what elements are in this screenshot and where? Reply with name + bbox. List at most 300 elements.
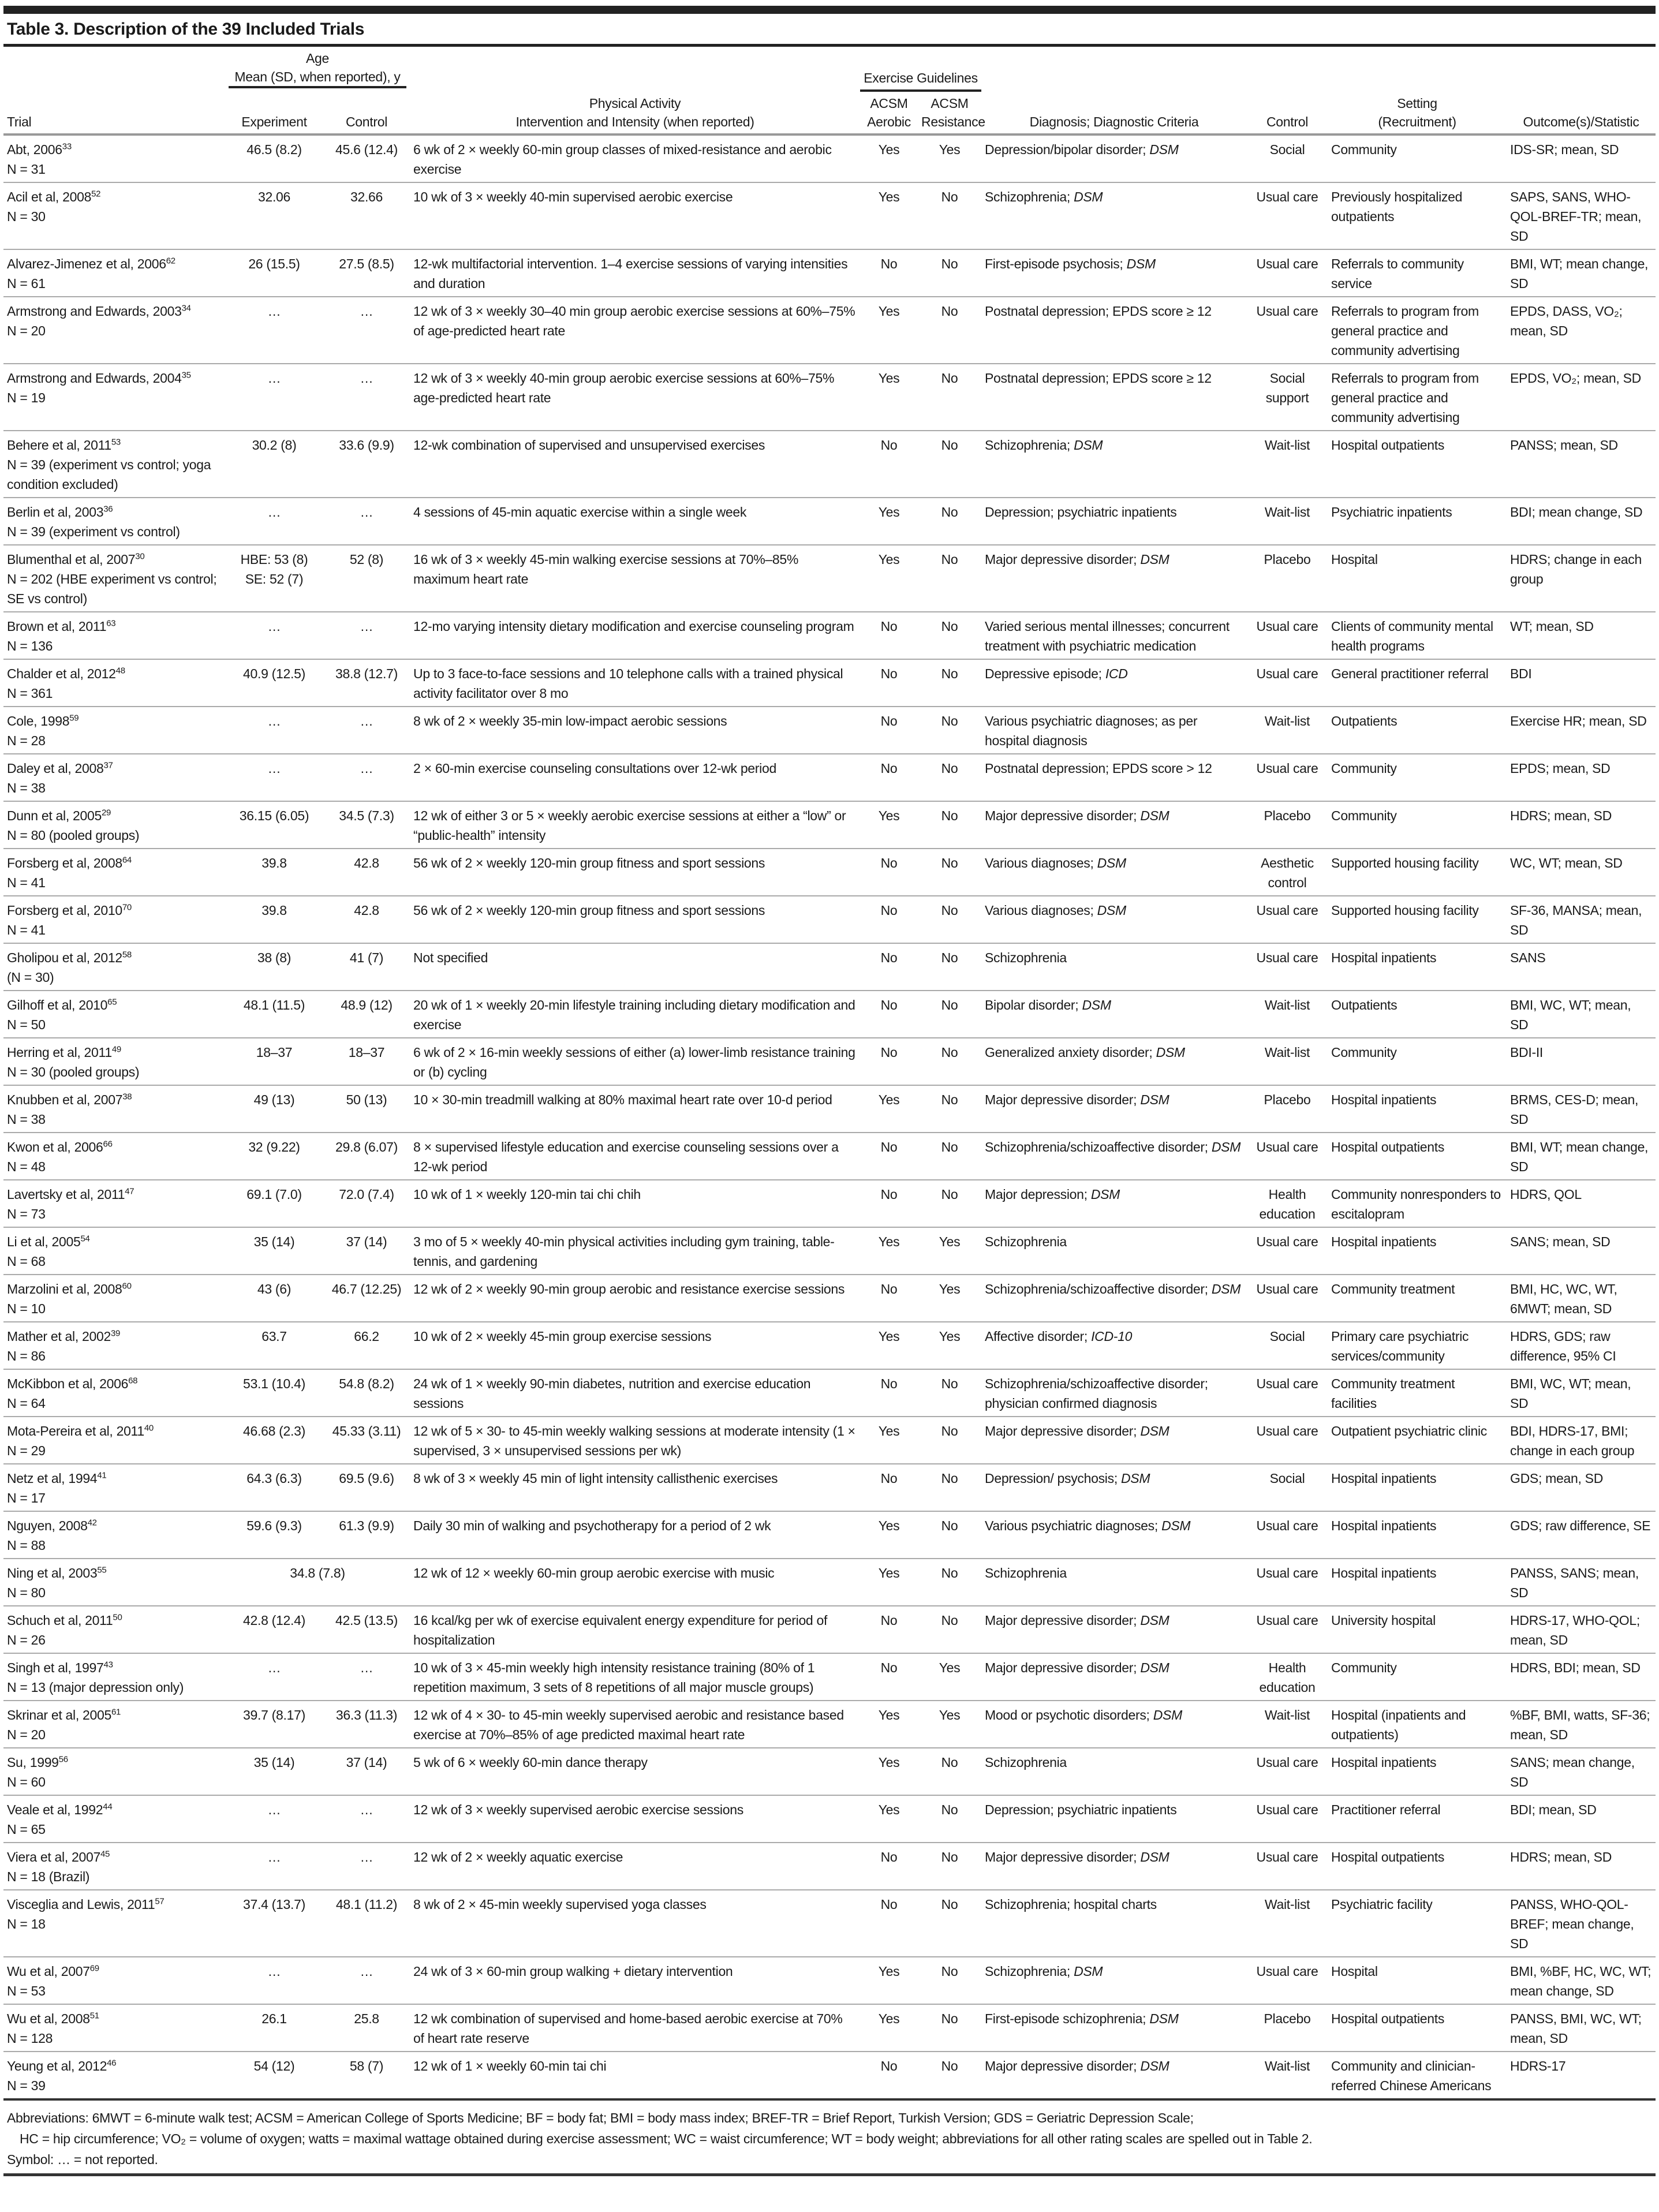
diagnosis-cell xyxy=(981,1890,1247,1957)
diagnostic-criteria: DSM xyxy=(1149,2011,1179,2026)
table-row xyxy=(3,612,1656,659)
trial-cell xyxy=(3,1038,225,1085)
trial-cell xyxy=(3,991,225,1038)
acsm-resistance-cell: Yes xyxy=(918,1322,981,1369)
setting-cell: Community xyxy=(1328,754,1507,801)
table-row xyxy=(3,896,1656,943)
control-cell: Usual care xyxy=(1247,1369,1328,1417)
top-rule xyxy=(3,6,1656,14)
age-experiment-cell: … xyxy=(225,612,323,659)
guidelines-header: Exercise Guidelines xyxy=(860,47,981,91)
intervention-cell: 12 wk of 4 × 30- to 45-min weekly supervised aerobic and resistance based exercise at 70%–85% of age predicted maximal heart rate xyxy=(410,1701,860,1748)
diagnosis-cell xyxy=(981,1085,1247,1133)
trial-cell xyxy=(3,1464,225,1511)
acsm-aerobic-cell: No xyxy=(860,943,918,991)
sample-size: N = 53 xyxy=(7,1983,46,1998)
outcome-cell: HDRS, QOL xyxy=(1507,1180,1656,1227)
diagnosis-cell xyxy=(981,297,1247,364)
age-experiment-cell: 54 (12) xyxy=(225,2052,323,2099)
setting-cell: Hospital inpatients xyxy=(1328,1227,1507,1275)
setting-cell: Hospital outpatients xyxy=(1328,1133,1507,1180)
age-control-cell: 58 (7) xyxy=(323,2052,410,2099)
sample-size: N = 61 xyxy=(7,276,46,291)
trial-cell xyxy=(3,1957,225,2004)
sample-size: N = 68 xyxy=(7,1254,46,1269)
acsm-resistance-cell: Yes xyxy=(918,1653,981,1701)
age-combined-cell: 34.8 (7.8) xyxy=(225,1559,410,1606)
age-header xyxy=(225,47,410,91)
trial-cell xyxy=(3,1653,225,1701)
acsm-aerobic-cell: No xyxy=(860,1464,918,1511)
trial-name: Viera et al, 2007 xyxy=(7,1849,100,1864)
trial-cell xyxy=(3,707,225,754)
diagnosis-cell xyxy=(981,364,1247,431)
trial-cell xyxy=(3,754,225,801)
age-control-cell: 42.8 xyxy=(323,896,410,943)
acsm-aerobic-header xyxy=(860,91,918,134)
diagnosis-text: Generalized anxiety disorder; xyxy=(985,1045,1156,1060)
age-control-cell: … xyxy=(323,1653,410,1701)
outcome-cell: BDI; mean, SD xyxy=(1507,1795,1656,1843)
trial-name: Mather et al, 2002 xyxy=(7,1329,111,1344)
age-experiment-cell: 64.3 (6.3) xyxy=(225,1464,323,1511)
acsm-aerobic-cell: Yes xyxy=(860,1957,918,2004)
setting-cell: Outpatients xyxy=(1328,707,1507,754)
acsm-resistance-cell: No xyxy=(918,364,981,431)
acsm-resistance-cell: No xyxy=(918,896,981,943)
outcome-cell: BRMS, CES-D; mean, SD xyxy=(1507,1085,1656,1133)
trial-name: Marzolini et al, 2008 xyxy=(7,1281,122,1296)
diagnosis-cell xyxy=(981,1322,1247,1369)
trial-cell xyxy=(3,1748,225,1795)
intervention-cell: Not specified xyxy=(410,943,860,991)
control-cell: Social support xyxy=(1247,364,1328,431)
age-control-cell: 52 (8) xyxy=(323,545,410,612)
control-cell: Usual care xyxy=(1247,1559,1328,1606)
reference-number: 63 xyxy=(106,618,116,629)
trial-name: Brown et al, 2011 xyxy=(7,619,107,634)
diagnosis-cell xyxy=(981,612,1247,659)
diagnostic-criteria: DSM xyxy=(1097,855,1126,870)
table-row xyxy=(3,1606,1656,1653)
intervention-cell: 12-wk multifactorial intervention. 1–4 exercise sessions of varying intensities and duration xyxy=(410,249,860,297)
diagnosis-cell xyxy=(981,2004,1247,2052)
intervention-cell: 4 sessions of 45-min aquatic exercise within a single week xyxy=(410,498,860,545)
age-label: Age xyxy=(305,51,330,66)
acsm-resistance-cell: No xyxy=(918,1085,981,1133)
diagnosis-cell xyxy=(981,1653,1247,1701)
sample-size: N = 18 xyxy=(7,1916,46,1931)
control-cell: Usual care xyxy=(1247,1133,1328,1180)
sample-size: N = 30 (pooled groups) xyxy=(7,1064,140,1079)
outcome-header: Outcome(s)/Statistic xyxy=(1507,91,1656,134)
intervention-cell: 10 wk of 3 × 45-min weekly high intensity resistance training (80% of 1 repetition maximum, 3 sets of 8 repetitions of all major muscle groups) xyxy=(410,1653,860,1701)
acsm-aerobic-cell: No xyxy=(860,1606,918,1653)
reference-number: 42 xyxy=(87,1518,97,1528)
sample-size: N = 80 xyxy=(7,1585,46,1600)
age-experiment-cell: 63.7 xyxy=(225,1322,323,1369)
pa-label: Physical Activity xyxy=(589,96,681,111)
age-experiment-cell: 42.8 (12.4) xyxy=(225,1606,323,1653)
acsm-resistance-cell: No xyxy=(918,1890,981,1957)
trial-name: Herring et al, 2011 xyxy=(7,1045,112,1060)
age-control-cell: 42.8 xyxy=(323,849,410,896)
intervention-cell: 12-wk combination of supervised and unsupervised exercises xyxy=(410,431,860,498)
setting-cell: Community xyxy=(1328,1653,1507,1701)
trial-cell xyxy=(3,498,225,545)
acsm-aerobic-cell: No xyxy=(860,659,918,707)
reference-number: 34 xyxy=(181,303,191,313)
sample-size: N = 17 xyxy=(7,1490,46,1505)
diagnosis-cell xyxy=(981,1464,1247,1511)
setting-cell: Hospital xyxy=(1328,545,1507,612)
diagnosis-text: Schizophrenia/schizoaffective disorder; xyxy=(985,1139,1212,1154)
age-experiment-cell: 43 (6) xyxy=(225,1275,323,1322)
acsm-aerobic-cell: Yes xyxy=(860,364,918,431)
acsm-resistance-cell: No xyxy=(918,297,981,364)
outcome-cell: BMI, WC, WT; mean, SD xyxy=(1507,991,1656,1038)
intervention-cell: 5 wk of 6 × weekly 60-min dance therapy xyxy=(410,1748,860,1795)
trial-name: Wu et al, 2007 xyxy=(7,1964,90,1979)
setting-cell: Hospital xyxy=(1328,1957,1507,2004)
acsm-aerobic-cell: Yes xyxy=(860,1322,918,1369)
trial-name: Blumenthal et al, 2007 xyxy=(7,552,136,567)
outcome-cell: PANSS, BMI, WC, WT; mean, SD xyxy=(1507,2004,1656,2052)
setting-cell: Hospital outpatients xyxy=(1328,2004,1507,2052)
age-control-cell: 29.8 (6.07) xyxy=(323,1133,410,1180)
control-cell: Usual care xyxy=(1247,297,1328,364)
age-control-cell: 61.3 (9.9) xyxy=(323,1511,410,1559)
reference-number: 37 xyxy=(103,760,113,771)
intervention-cell: 10 wk of 1 × weekly 120-min tai chi chih xyxy=(410,1180,860,1227)
diagnostic-criteria: DSM xyxy=(1211,1139,1241,1154)
diagnosis-text: Schizophrenia; xyxy=(985,1964,1074,1979)
age-experiment-cell: 26 (15.5) xyxy=(225,249,323,297)
table-row xyxy=(3,1653,1656,1701)
age-experiment-cell: 26.1 xyxy=(225,2004,323,2052)
table-footnotes xyxy=(3,2101,1656,2176)
acsm-aerobic-cell: Yes xyxy=(860,1701,918,1748)
diagnostic-criteria: DSM xyxy=(1140,1613,1169,1628)
setting-cell: Referrals to program from general practice and community advertising xyxy=(1328,297,1507,364)
reference-number: 62 xyxy=(166,256,175,266)
trial-name: Lavertsky et al, 2011 xyxy=(7,1187,125,1202)
control-cell: Usual care xyxy=(1247,182,1328,249)
outcome-cell: HDRS, BDI; mean, SD xyxy=(1507,1653,1656,1701)
diagnosis-cell xyxy=(981,1795,1247,1843)
intervention-cell: 6 wk of 2 × 16-min weekly sessions of either (a) lower-limb resistance training or (b) cycling xyxy=(410,1038,860,1085)
table-row xyxy=(3,1038,1656,1085)
trial-name: Netz et al, 1994 xyxy=(7,1471,98,1486)
sample-size: N = 88 xyxy=(7,1538,46,1553)
acsm-aerobic-cell: No xyxy=(860,1038,918,1085)
intervention-cell: 6 wk of 2 × weekly 60-min group classes of mixed-resistance and aerobic exercise xyxy=(410,134,860,182)
reference-number: 44 xyxy=(103,1802,113,1812)
control-cell: Social xyxy=(1247,134,1328,182)
table-row xyxy=(3,182,1656,249)
intervention-cell: 12 wk combination of supervised and home-based aerobic exercise at 70% of heart rate reserve xyxy=(410,2004,860,2052)
trial-cell xyxy=(3,2052,225,2099)
diagnosis-text: Major depressive disorder; xyxy=(985,1660,1141,1675)
diagnostic-criteria: ICD xyxy=(1105,666,1128,681)
setting-cell: Outpatient psychiatric clinic xyxy=(1328,1417,1507,1464)
age-experiment-cell: 37.4 (13.7) xyxy=(225,1890,323,1957)
reference-number: 52 xyxy=(91,189,101,199)
diagnostic-criteria: DSM xyxy=(1140,1849,1169,1864)
trial-cell xyxy=(3,1511,225,1559)
trial-name: McKibbon et al, 2006 xyxy=(7,1376,129,1391)
table-row xyxy=(3,1701,1656,1748)
abbreviations-note-cont: HC = hip circumference; VO₂ = volume of oxygen; watts = maximal wattage obtained during exercise assessment; WC = waist circumference; WT = body weight; abbreviations for all other rating scales are spelled out in Table 2. xyxy=(20,2131,1313,2146)
outcome-cell: Exercise HR; mean, SD xyxy=(1507,707,1656,754)
acsm-aerobic-cell: Yes xyxy=(860,498,918,545)
acsm-resistance-cell: No xyxy=(918,1795,981,1843)
reference-number: 39 xyxy=(111,1328,121,1339)
diagnosis-text: Postnatal depression; EPDS score ≥ 12 xyxy=(985,304,1212,319)
outcome-cell: SANS; mean change, SD xyxy=(1507,1748,1656,1795)
table-row xyxy=(3,297,1656,364)
table-row xyxy=(3,801,1656,849)
diagnostic-criteria: DSM xyxy=(1149,142,1179,157)
age-control-cell: 27.5 (8.5) xyxy=(323,249,410,297)
age-experiment-cell: … xyxy=(225,297,323,364)
diagnosis-text: Affective disorder; xyxy=(985,1329,1092,1344)
control-cell: Usual care xyxy=(1247,249,1328,297)
control-cell: Social xyxy=(1247,1322,1328,1369)
control-cell: Wait-list xyxy=(1247,498,1328,545)
table-title: Table 3. Description of the 39 Included Trials xyxy=(3,14,1656,47)
setting-cell: Hospital inpatients xyxy=(1328,943,1507,991)
outcome-cell: BDI; mean change, SD xyxy=(1507,498,1656,545)
sample-size: N = 29 xyxy=(7,1443,46,1458)
control-cell: Usual care xyxy=(1247,612,1328,659)
outcome-cell: IDS-SR; mean, SD xyxy=(1507,134,1656,182)
reference-number: 46 xyxy=(107,2058,117,2068)
control-cell: Usual care xyxy=(1247,1511,1328,1559)
acsm-resistance-cell: No xyxy=(918,1559,981,1606)
acsm-resistance-cell: No xyxy=(918,991,981,1038)
acsm-resistance-cell: No xyxy=(918,1133,981,1180)
diagnostic-criteria: DSM xyxy=(1156,1045,1185,1060)
diagnostic-criteria: DSM xyxy=(1140,808,1169,823)
table-row xyxy=(3,2052,1656,2099)
sample-size: N = 136 xyxy=(7,638,53,653)
table-row xyxy=(3,431,1656,498)
table-row xyxy=(3,2004,1656,2052)
table-row xyxy=(3,1227,1656,1275)
acsm-resistance-cell: No xyxy=(918,612,981,659)
abbreviations-note: Abbreviations: 6MWT = 6-minute walk test; ACSM = American College of Sports Medicine; BF = body fat; BMI = body mass index; BREF-TR = Brief Report, Turkish Version; GDS = Geriatric Depression Scale; xyxy=(7,2110,1194,2125)
trial-name: Acil et al, 2008 xyxy=(7,189,92,204)
outcome-cell: SANS xyxy=(1507,943,1656,991)
acsm-aerobic-cell: No xyxy=(860,896,918,943)
table-row xyxy=(3,1275,1656,1322)
outcome-cell: PANSS, SANS; mean, SD xyxy=(1507,1559,1656,1606)
diagnostic-criteria: DSM xyxy=(1140,1660,1169,1675)
setting-cell: Hospital inpatients xyxy=(1328,1085,1507,1133)
outcome-cell: BMI, WT; mean change, SD xyxy=(1507,249,1656,297)
sample-size: N = 41 xyxy=(7,875,46,890)
reference-number: 65 xyxy=(107,997,117,1007)
outcome-cell: BMI, HC, WC, WT, 6MWT; mean, SD xyxy=(1507,1275,1656,1322)
diagnosis-text: Schizophrenia; xyxy=(985,438,1074,453)
diagnosis-cell xyxy=(981,659,1247,707)
sample-size: N = 31 xyxy=(7,162,46,177)
acsm-aerobic-cell: No xyxy=(860,1843,918,1890)
diagnosis-text: First-episode schizophrenia; xyxy=(985,2011,1150,2026)
intervention-cell: 24 wk of 3 × 60-min group walking + dietary intervention xyxy=(410,1957,860,2004)
age-experiment-cell: 59.6 (9.3) xyxy=(225,1511,323,1559)
age-control-cell: 54.8 (8.2) xyxy=(323,1369,410,1417)
reference-number: 60 xyxy=(122,1281,132,1291)
setting-cell: Community nonresponders to escitalopram xyxy=(1328,1180,1507,1227)
reference-number: 47 xyxy=(125,1186,134,1197)
age-control-cell: 42.5 (13.5) xyxy=(323,1606,410,1653)
age-control-cell: 37 (14) xyxy=(323,1748,410,1795)
acsm-label: ACSM xyxy=(870,96,908,111)
sample-size: N = 20 xyxy=(7,323,46,338)
diagnostic-criteria: DSM xyxy=(1126,256,1156,271)
diagnosis-text: Mood or psychotic disorders; xyxy=(985,1707,1153,1722)
outcome-cell: BMI, WT; mean change, SD xyxy=(1507,1133,1656,1180)
trial-name: Forsberg et al, 2008 xyxy=(7,855,122,870)
age-experiment-cell: 30.2 (8) xyxy=(225,431,323,498)
table-row xyxy=(3,1133,1656,1180)
acsm-resistance-cell: No xyxy=(918,1369,981,1417)
setting-header xyxy=(1328,91,1507,134)
table-row xyxy=(3,1559,1656,1606)
diagnosis-cell xyxy=(981,1843,1247,1890)
acsm-resistance-cell: Yes xyxy=(918,1275,981,1322)
diagnosis-text: Postnatal depression; EPDS score > 12 xyxy=(985,761,1212,776)
diagnosis-text: Depression/bipolar disorder; xyxy=(985,142,1150,157)
trial-cell xyxy=(3,134,225,182)
age-control-cell: 66.2 xyxy=(323,1322,410,1369)
trial-name: Schuch et al, 2011 xyxy=(7,1613,113,1628)
control-cell: Usual care xyxy=(1247,1748,1328,1795)
age-experiment-cell: 36.15 (6.05) xyxy=(225,801,323,849)
intervention-cell: 12 wk of 3 × weekly 40-min group aerobic exercise sessions at 60%–75% age-predicted heart rate xyxy=(410,364,860,431)
trial-name: Abt, 2006 xyxy=(7,142,62,157)
table-row xyxy=(3,659,1656,707)
trial-cell xyxy=(3,1606,225,1653)
trial-name: Wu et al, 2008 xyxy=(7,2011,90,2026)
trial-name: Alvarez-Jimenez et al, 2006 xyxy=(7,256,166,271)
setting-cell: Supported housing facility xyxy=(1328,849,1507,896)
diagnosis-cell xyxy=(981,1606,1247,1653)
control-cell: Social xyxy=(1247,1464,1328,1511)
acsm-resistance-cell: No xyxy=(918,1511,981,1559)
table-row xyxy=(3,943,1656,991)
reference-number: 29 xyxy=(102,808,111,818)
diagnosis-text: Major depression; xyxy=(985,1187,1091,1202)
acsm-aerobic-cell: No xyxy=(860,1369,918,1417)
diagnosis-text: Major depressive disorder; xyxy=(985,1092,1141,1107)
control-cell: Wait-list xyxy=(1247,431,1328,498)
age-experiment-cell: 35 (14) xyxy=(225,1748,323,1795)
acsm-resistance-cell: Yes xyxy=(918,134,981,182)
sample-size: N = 19 xyxy=(7,390,46,405)
age-experiment-cell: HBE: 53 (8) SE: 52 (7) xyxy=(225,545,323,612)
intervention-cell: 56 wk of 2 × weekly 120-min group fitness and sport sessions xyxy=(410,849,860,896)
setting-cell: Referrals to community service xyxy=(1328,249,1507,297)
diagnosis-cell xyxy=(981,1275,1247,1322)
acsm-aerobic-cell: Yes xyxy=(860,182,918,249)
sample-size: N = 10 xyxy=(7,1301,46,1316)
age-control-cell: 34.5 (7.3) xyxy=(323,801,410,849)
reference-number: 53 xyxy=(111,437,121,447)
diagnosis-cell xyxy=(981,1369,1247,1417)
acsm-resistance-cell: No xyxy=(918,431,981,498)
trial-cell xyxy=(3,182,225,249)
sample-size: N = 20 xyxy=(7,1727,46,1742)
diagnosis-text: Various diagnoses; xyxy=(985,903,1097,918)
age-control-cell: 25.8 xyxy=(323,2004,410,2052)
table-row xyxy=(3,707,1656,754)
acsm-resistance-cell: No xyxy=(918,498,981,545)
sample-size: N = 64 xyxy=(7,1396,46,1411)
diagnosis-text: Postnatal depression; EPDS score ≥ 12 xyxy=(985,371,1212,386)
trial-cell xyxy=(3,801,225,849)
reference-number: 43 xyxy=(103,1660,113,1670)
reference-number: 36 xyxy=(103,504,113,514)
reference-number: 50 xyxy=(113,1612,122,1623)
age-control-cell: 37 (14) xyxy=(323,1227,410,1275)
table-row xyxy=(3,1464,1656,1511)
age-experiment-cell: … xyxy=(225,754,323,801)
diagnosis-text: Varied serious mental illnesses; concurrent treatment with psychiatric medication xyxy=(985,619,1230,653)
diagnostic-criteria: DSM xyxy=(1097,903,1126,918)
reference-number: 61 xyxy=(111,1707,121,1717)
sample-size: N = 128 xyxy=(7,2031,53,2046)
age-control-cell: 48.9 (12) xyxy=(323,991,410,1038)
acsm-resistance-cell: No xyxy=(918,1464,981,1511)
outcome-cell: GDS; raw difference, SE xyxy=(1507,1511,1656,1559)
control-cell: Usual care xyxy=(1247,1417,1328,1464)
diagnosis-text: Major depressive disorder; xyxy=(985,1849,1141,1864)
acsm-resistance-cell: No xyxy=(918,249,981,297)
table-header xyxy=(3,47,1656,134)
age-experiment-cell: … xyxy=(225,1957,323,2004)
setting-cell: Hospital outpatients xyxy=(1328,431,1507,498)
age-experiment-cell: 53.1 (10.4) xyxy=(225,1369,323,1417)
sample-size: N = 13 (major depression only) xyxy=(7,1680,184,1695)
table-row xyxy=(3,991,1656,1038)
acsm-aerobic-cell: Yes xyxy=(860,1795,918,1843)
age-control-cell: 18–37 xyxy=(323,1038,410,1085)
trial-name: Su, 1999 xyxy=(7,1755,59,1770)
intervention-cell: 16 kcal/kg per wk of exercise equivalent energy expenditure for period of hospitalization xyxy=(410,1606,860,1653)
diagnosis-text: Schizophrenia; xyxy=(985,189,1074,204)
diagnosis-cell xyxy=(981,1227,1247,1275)
trial-name: Nguyen, 2008 xyxy=(7,1518,88,1533)
diagnostic-criteria: DSM xyxy=(1074,189,1103,204)
setting-cell: Primary care psychiatric services/community xyxy=(1328,1322,1507,1369)
control-cell: Wait-list xyxy=(1247,1701,1328,1748)
outcome-cell: PANSS; mean, SD xyxy=(1507,431,1656,498)
age-control-cell: … xyxy=(323,297,410,364)
acsm-aerobic-cell: No xyxy=(860,1890,918,1957)
age-experiment-cell: 46.68 (2.3) xyxy=(225,1417,323,1464)
trial-name: Forsberg et al, 2010 xyxy=(7,903,122,918)
sample-size: N = 28 xyxy=(7,733,46,748)
trial-cell xyxy=(3,943,225,991)
reference-number: 35 xyxy=(181,370,191,380)
reference-number: 48 xyxy=(115,666,125,676)
age-control-cell: … xyxy=(323,498,410,545)
control-cell: Usual care xyxy=(1247,1957,1328,2004)
sample-size: N = 38 xyxy=(7,1112,46,1127)
